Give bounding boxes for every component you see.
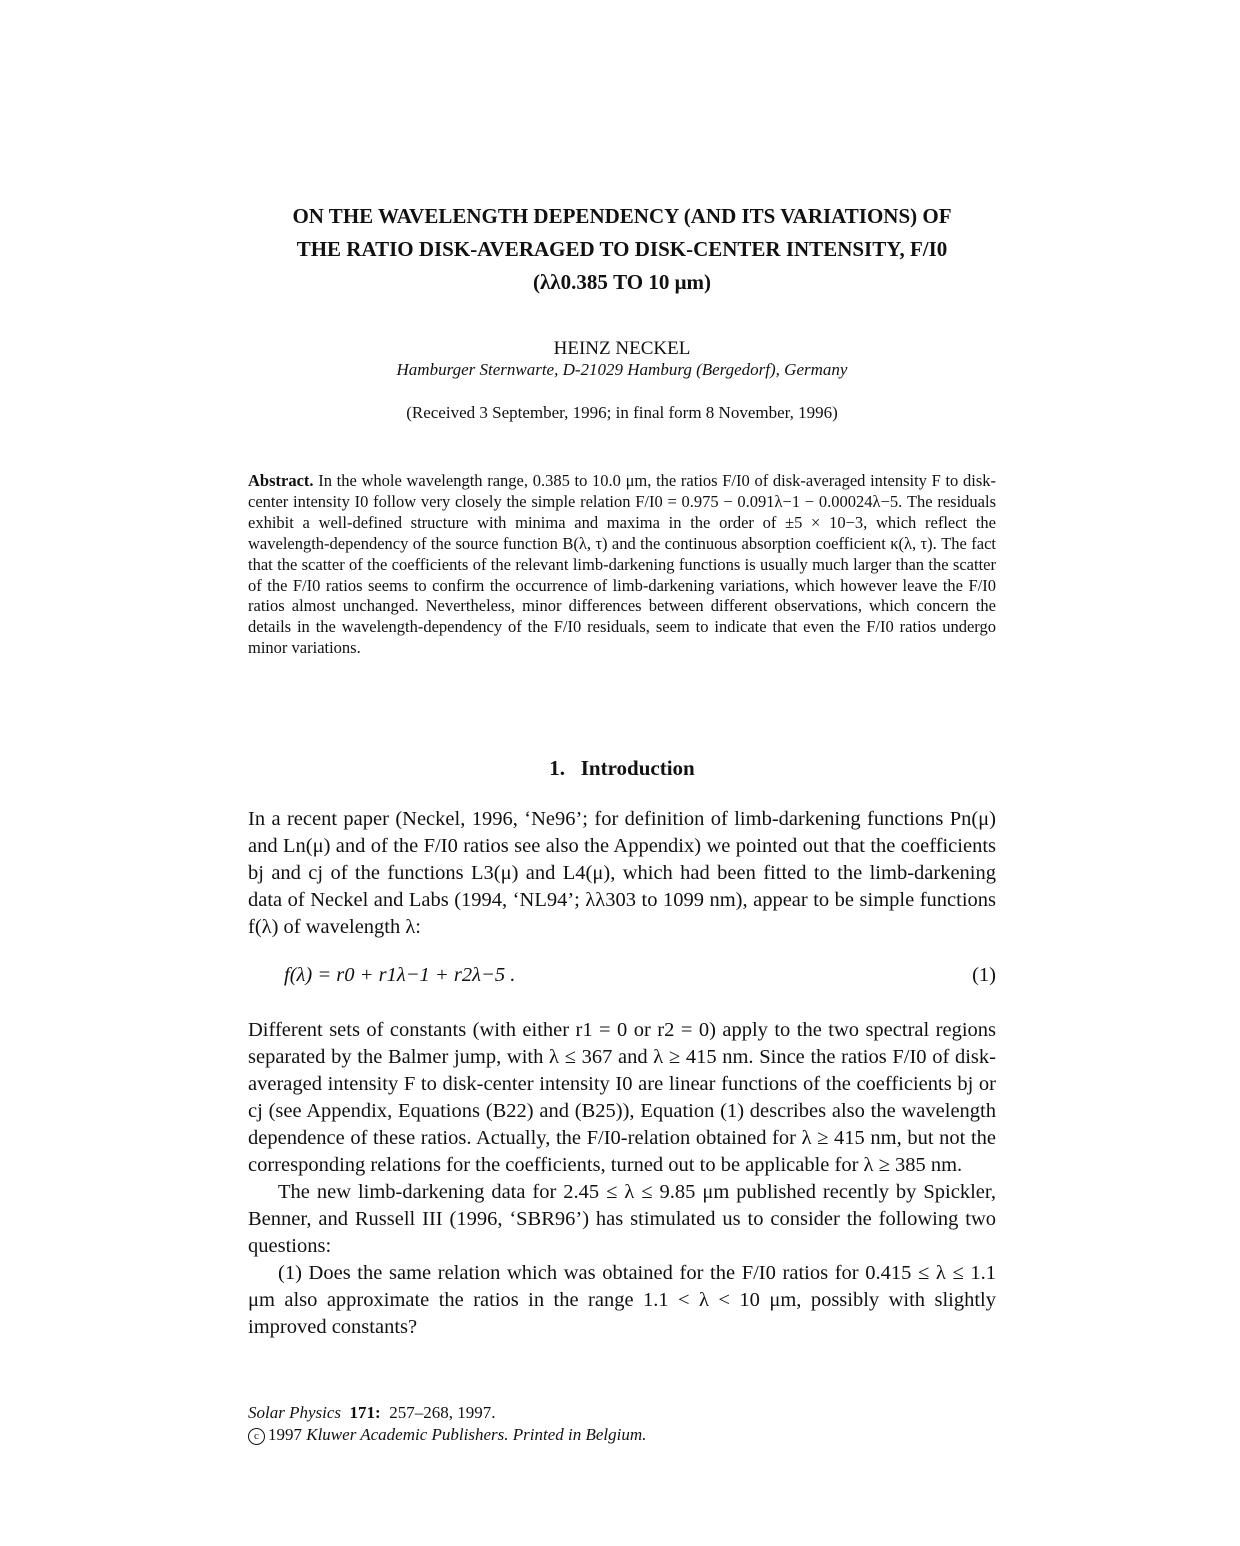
intro-paragraph-1: In a recent paper (Neckel, 1996, ‘Ne96’; for definition of limb-darkening functions Pn(μ) and Ln(μ) and of the F/I0 ratios see also the Appendix) we pointed out that the coefficients bj and cj of the functions L3(μ) and L4(μ), which had been fitted to the limb-darkening data of Neckel and Labs (1994, ‘NL94’; λλ303 to 1099 nm), appear to be simple functions f(λ) of wavelength λ:: [248, 808, 996, 938]
copyright-line: [248, 1424, 996, 1446]
intro-body: [248, 1017, 996, 1341]
author-name: HEINZ NECKEL: [553, 338, 691, 359]
section-heading: [248, 754, 996, 782]
abstract-label: Abstract.: [248, 471, 314, 490]
journal-volume: 171:: [349, 1403, 381, 1422]
citation-line: [248, 1402, 996, 1424]
equation-1: [248, 964, 996, 994]
abstract: [248, 471, 996, 659]
journal-pages: 257–268, 1997.: [389, 1403, 496, 1422]
section-title: Introduction: [580, 756, 695, 780]
equation-number: (1): [972, 964, 996, 986]
intro-question-1: (1) Does the same relation which was obtained for the F/I0 ratios for 0.415 ≤ λ ≤ 1.1 μm also approximate the ratios in the range 1.1 < λ < 10 μm, possibly with slightly improved constants?: [248, 1262, 996, 1338]
journal-footer: [248, 1402, 996, 1446]
intro-paragraph-2: Different sets of constants (with either r1 = 0 or r2 = 0) apply to the two spectral regions separated by the Balmer jump, with λ ≤ 367 and λ ≥ 415 nm. Since the ratios F/I0 of disk-averaged intensity F to disk-center intensity I0 are linear functions of the coefficients bj or cj (see Appendix, Equations (B22) and (B25)), Equation (1) describes also the wavelength dependence of these ratios. Actually, the F/I0-relation obtained for λ ≥ 415 nm, but not the corresponding relations for the coefficients, turned out to be applicable for λ ≥ 385 nm.: [248, 1019, 996, 1176]
title-line-1: ON THE WAVELENGTH DEPENDENCY (AND ITS VARIATIONS) OF: [292, 204, 952, 228]
intro-paragraph-3: The new limb-darkening data for 2.45 ≤ λ ≤ 9.85 μm published recently by Spickler, Benner, and Russell III (1996, ‘SBR96’) has stimulated us to consider the following two questions:: [248, 1181, 996, 1257]
copyright-icon: c: [248, 1428, 265, 1445]
section-number: 1.: [549, 756, 565, 780]
received-dates: (Received 3 September, 1996; in final form 8 November, 1996): [406, 403, 838, 422]
title-line-2: THE RATIO DISK-AVERAGED TO DISK-CENTER INTENSITY, F/I0: [296, 237, 948, 261]
author-affiliation: Hamburger Sternwarte, D-21029 Hamburg (Bergedorf), Germany: [396, 360, 848, 379]
journal-name: Solar Physics: [248, 1403, 342, 1422]
abstract-text: In the whole wavelength range, 0.385 to 10.0 μm, the ratios F/I0 of disk-averaged intensity F to disk-center intensity I0 follow very closely the simple relation F/I0 = 0.975 − 0.091λ−1 − 0.00024λ−5. The residuals exhibit a well-defined structure with minima and maxima in the order of ±5 × 10−3, which reflect the wavelength-dependency of the source function B(λ, τ) and the continuous absorption coefficient κ(λ, τ). The fact that the scatter of the coefficients of the relevant limb-darkening functions is usually much larger than the scatter of the F/I0 ratios seems to confirm the occurrence of limb-darkening variations, which however leave the F/I0 ratios almost unchanged. Nevertheless, minor differences between different observations, which concern the details in the wavelength-dependency of the F/I0 residuals, seem to indicate that even the F/I0 ratios undergo minor variations.: [248, 471, 996, 658]
publisher: Kluwer Academic Publishers. Printed in Belgium.: [306, 1425, 647, 1444]
equation-formula: f(λ) = r0 + r1λ−1 + r2λ−5 .: [284, 964, 516, 986]
title-line-3: (λλ0.385 TO 10 μm): [533, 270, 711, 294]
paper-title: [248, 200, 996, 299]
copyright-year: 1997: [268, 1425, 302, 1444]
